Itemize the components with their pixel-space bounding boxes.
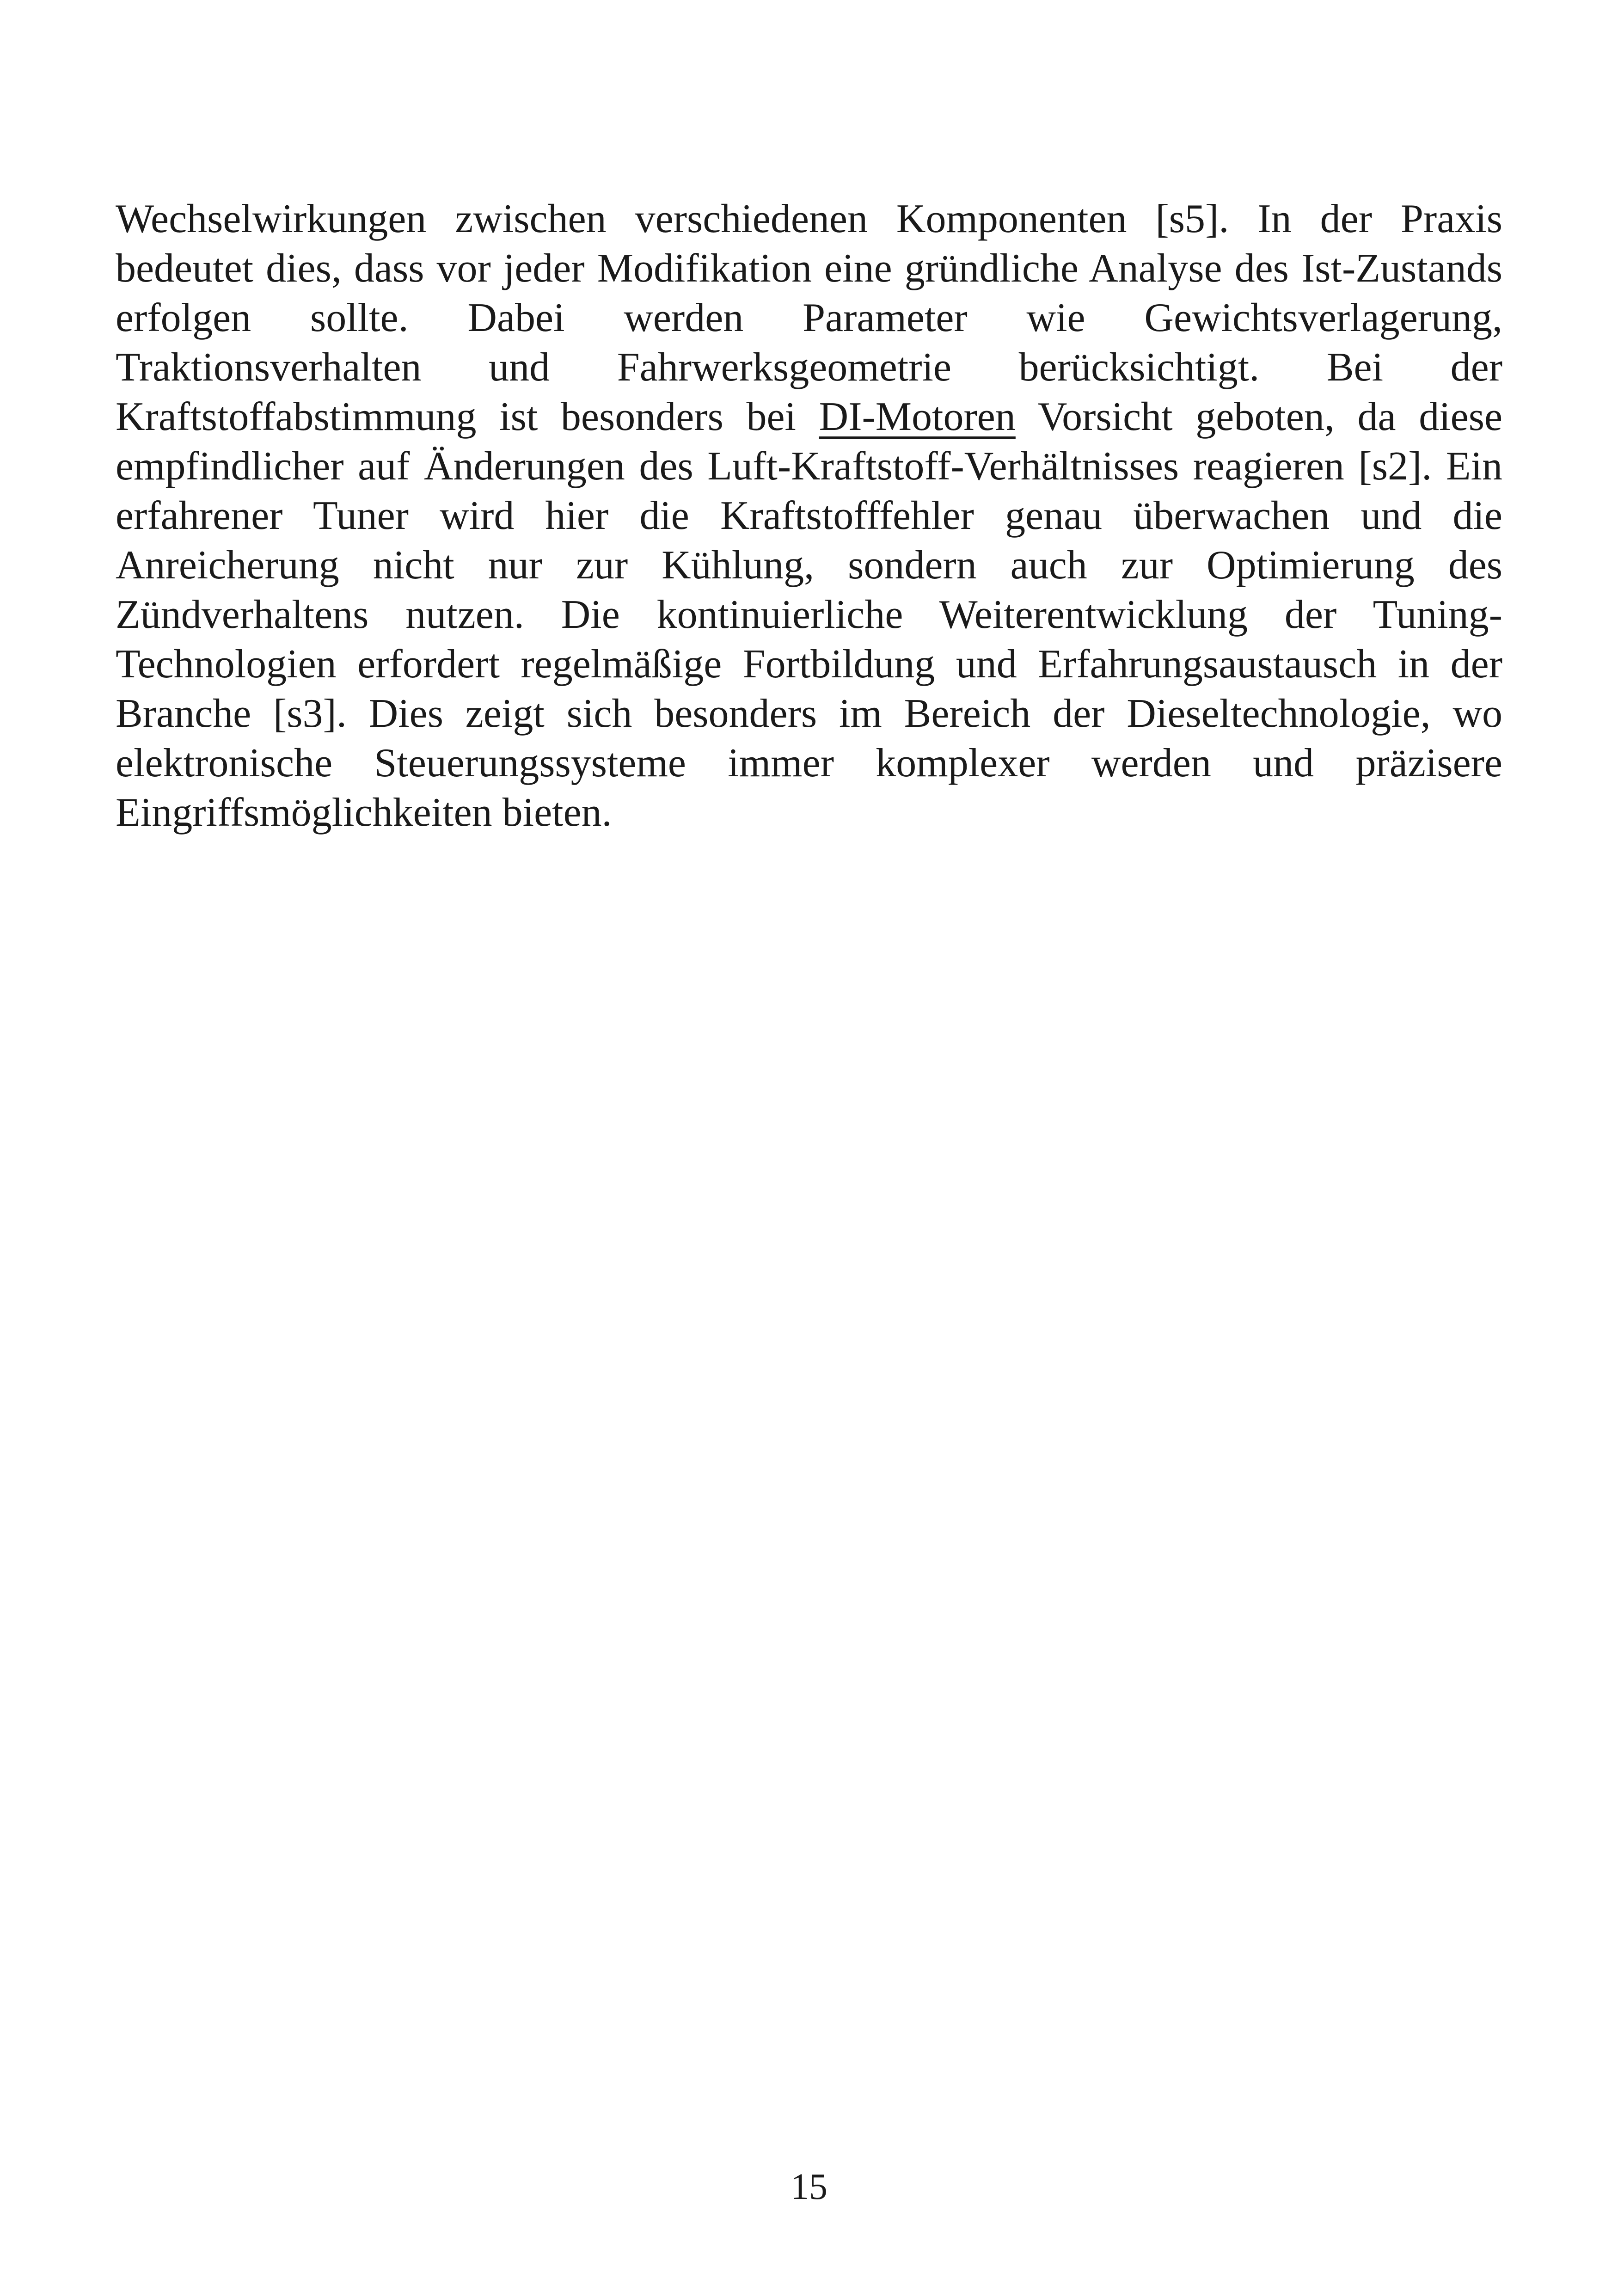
paragraph-text-before-link: Wechselwirkungen zwischen verschiedenen Komponenten [s5]. In der Praxis bedeutet dies, dass vor jeder Modifikation eine gründliche Analyse des Ist-Zustands erfolgen sollte. Dabei werden Parameter wie Gewichtsverlagerung, Traktionsverhalten und Fahrwerksgeometrie berücksichtigt. Bei der Kraftstoffabstimmung ist besonders bei [116, 196, 1502, 439]
di-motoren-link[interactable]: DI-Motoren [819, 394, 1016, 439]
paragraph-text-after-link: Vorsicht geboten, da diese empfindlicher auf Änderungen des Luft-Kraftstoff-Verhältnisses reagieren [s2]. Ein erfahrener Tuner wird hier die Kraftstofffehler genau überwachen und die Anreicherung nicht nur zur Kühlung, sondern auch zur Optimierung des Zündverhaltens nutzen. Die kontinuierliche Weiterentwicklung der Tuning-Technologien erfordert regelmäßige Fortbildung und Erfahrungsaustausch in der Branche [s3]. Dies zeigt sich besonders im Bereich der Dieseltechnologie, wo elektronische Steuerungssysteme immer komplexer werden und präzisere Eingriffsmöglichkeiten bieten. [116, 394, 1502, 835]
body-paragraph [116, 194, 1502, 837]
page-number: 15 [791, 2167, 827, 2207]
